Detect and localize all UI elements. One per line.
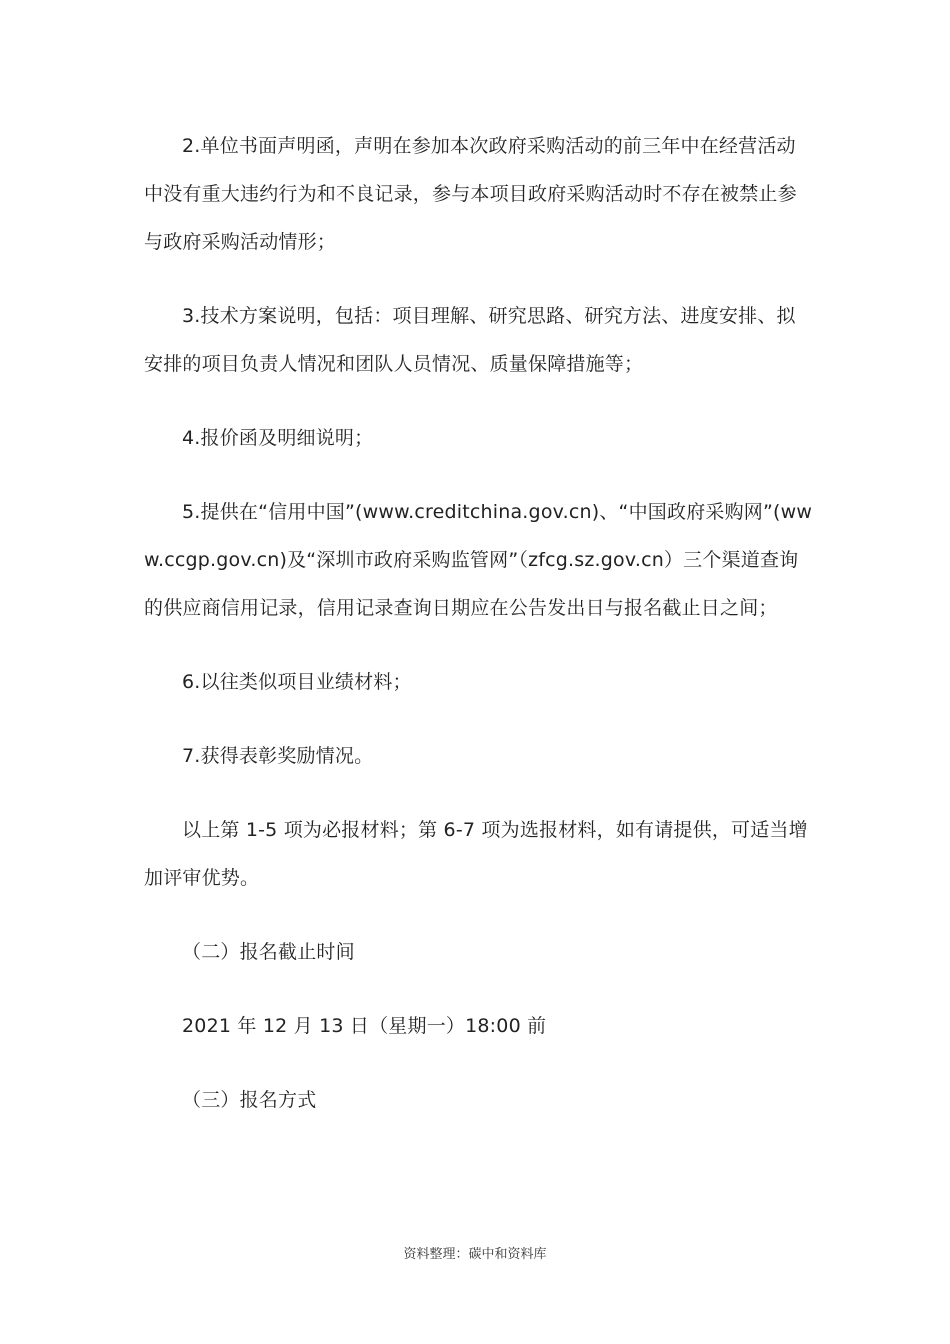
paragraph-quotation: 4.报价函及明细说明； xyxy=(182,427,374,449)
paragraph-awards: 7.获得表彰奖励情况。 xyxy=(182,745,374,767)
paragraph-deadline-date: 2021 年 12 月 13 日（星期一）18:00 前 xyxy=(182,1015,547,1037)
paragraph-written-statement: 2.单位书面声明函，声明在参加本次政府采购活动的前三年中在经营活动中没有重大违约行为和不良记录，参与本项目政府采购活动时不存在被禁止参与政府采购活动情形； xyxy=(144,135,797,253)
page-footer: 资料整理：碳中和资料库 xyxy=(403,1247,547,1262)
paragraph-credit-records: 5.提供在“信用中国”(www.creditchina.gov.cn)、“中国政府采购网”(www.ccgp.gov.cn)及“深圳市政府采购监管网”（zfcg.sz.gov.cn）三个渠道查询的供应商信用记录，信用记录查询日期应在公告发出日与报名截止日之间； xyxy=(144,501,813,619)
section-heading-registration-method: （三）报名方式 xyxy=(182,1089,317,1111)
paragraph-past-performance: 6.以往类似项目业绩材料； xyxy=(182,671,412,693)
section-heading-deadline: （二）报名截止时间 xyxy=(182,941,355,963)
document-body xyxy=(144,122,814,1124)
paragraph-required-materials-note: 以上第 1-5 项为必报材料；第 6-7 项为选报材料，如有请提供，可适当增加评审优势。 xyxy=(144,819,808,889)
paragraph-technical-plan: 3.技术方案说明，包括：项目理解、研究思路、研究方法、进度安排、拟安排的项目负责人情况和团队人员情况、质量保障措施等； xyxy=(144,305,796,375)
